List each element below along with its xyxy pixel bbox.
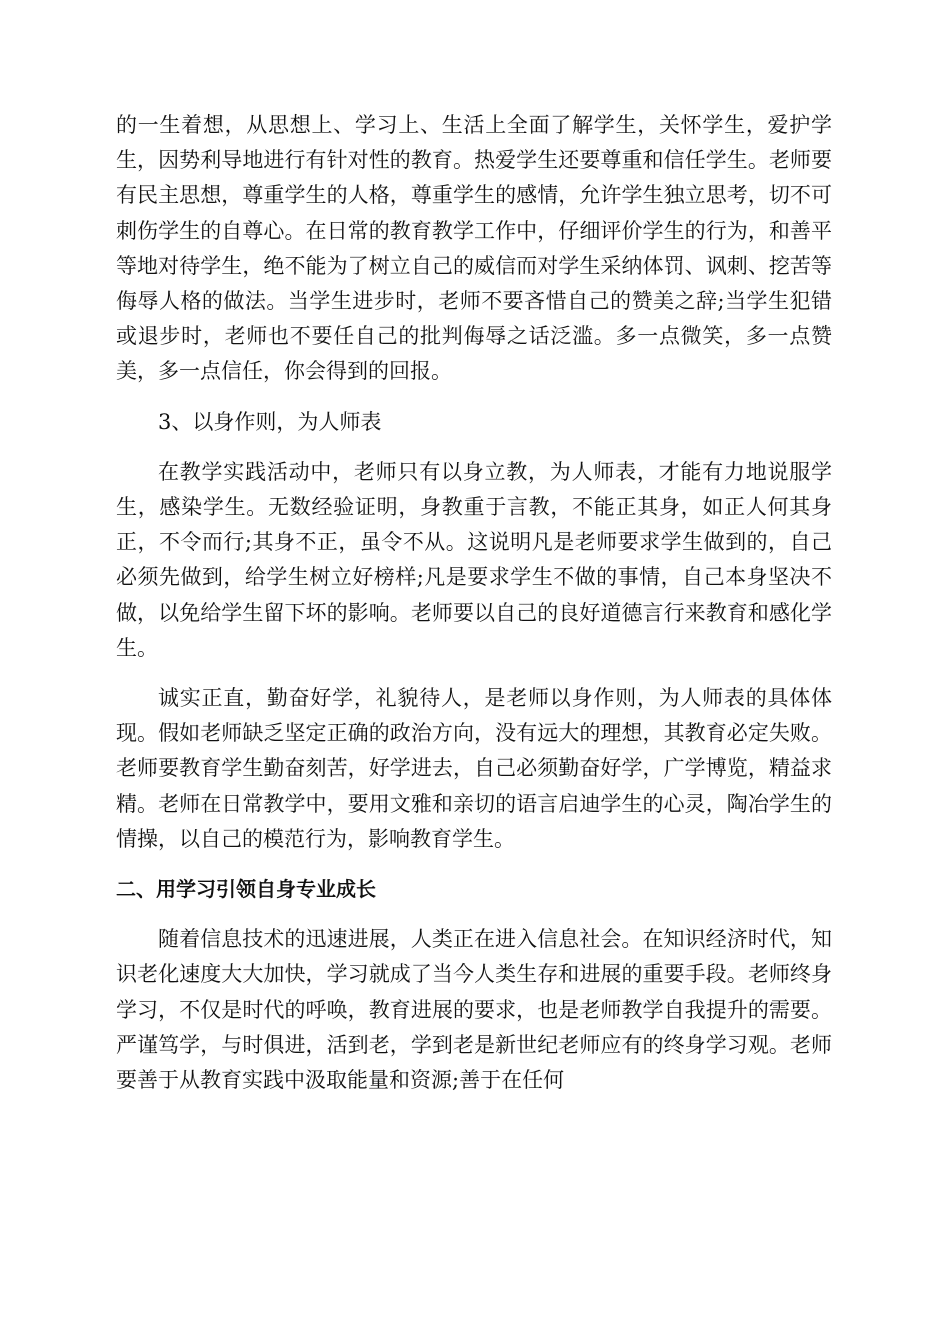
section-heading: 二、用学习引领自身专业成长 <box>116 877 376 902</box>
paragraph-3: 诚实正直，勤奋好学，礼貌待人，是老师以身作则，为人师表的具体体现。假如老师缺乏坚定正确的政治方向，没有远大的理想，其教育必定失败。老师要教育学生勤奋刻苦，好学进去，自己必须勤奋好学，广学博览，精益求精。老师在日常教学中，要用文雅和亲切的语言启迪学生的心灵，陶冶学生的情操，以自己的模范行为，影响教育学生。 <box>116 686 832 851</box>
paragraph-2: 在教学实践活动中，老师只有以身立教，为人师表，才能有力地说服学生，感染学生。无数经验证明，身教重于言教，不能正其身，如正人何其身正，不令而行;其身不正，虽令不从。这说明凡是老师要求学生做到的，自己必须先做到，给学生树立好榜样;凡是要求学生不做的事情，自己本身坚决不做，以免给学生留下坏的影响。老师要以自己的良好道德言行来教育和感化学生。 <box>116 459 832 660</box>
document-page <box>116 108 832 1113</box>
paragraph-4: 随着信息技术的迅速进展，人类正在进入信息社会。在知识经济时代，知识老化速度大大加快，学习就成了当今人类生存和进展的重要手段。老师终身学习，不仅是时代的呼唤，教育进展的要求，也是老师教学自我提升的需要。严谨笃学，与时俱进，活到老，学到老是新世纪老师应有的终身学习观。老师要善于从教育实践中汲取能量和资源;善于在任何 <box>116 927 832 1093</box>
paragraph-1: 的一生着想，从思想上、学习上、生活上全面了解学生，关怀学生，爱护学生，因势利导地进行有针对性的教育。热爱学生还要尊重和信任学生。老师要有民主思想，尊重学生的人格，尊重学生的感情，允许学生独立思考，切不可刺伤学生的自尊心。在日常的教育教学工作中，仔细评价学生的行为，和善平等地对待学生，绝不能为了树立自己的威信而对学生采纳体罚、讽刺、挖苦等侮辱人格的做法。当学生进步时，老师不要吝惜自己的赞美之辞;当学生犯错或退步时，老师也不要任自己的批判侮辱之话泛滥。多一点微笑，多一点赞美，多一点信任，你会得到的回报。 <box>116 113 832 384</box>
subheading-3: 3、以身作则，为人师表 <box>158 409 382 434</box>
